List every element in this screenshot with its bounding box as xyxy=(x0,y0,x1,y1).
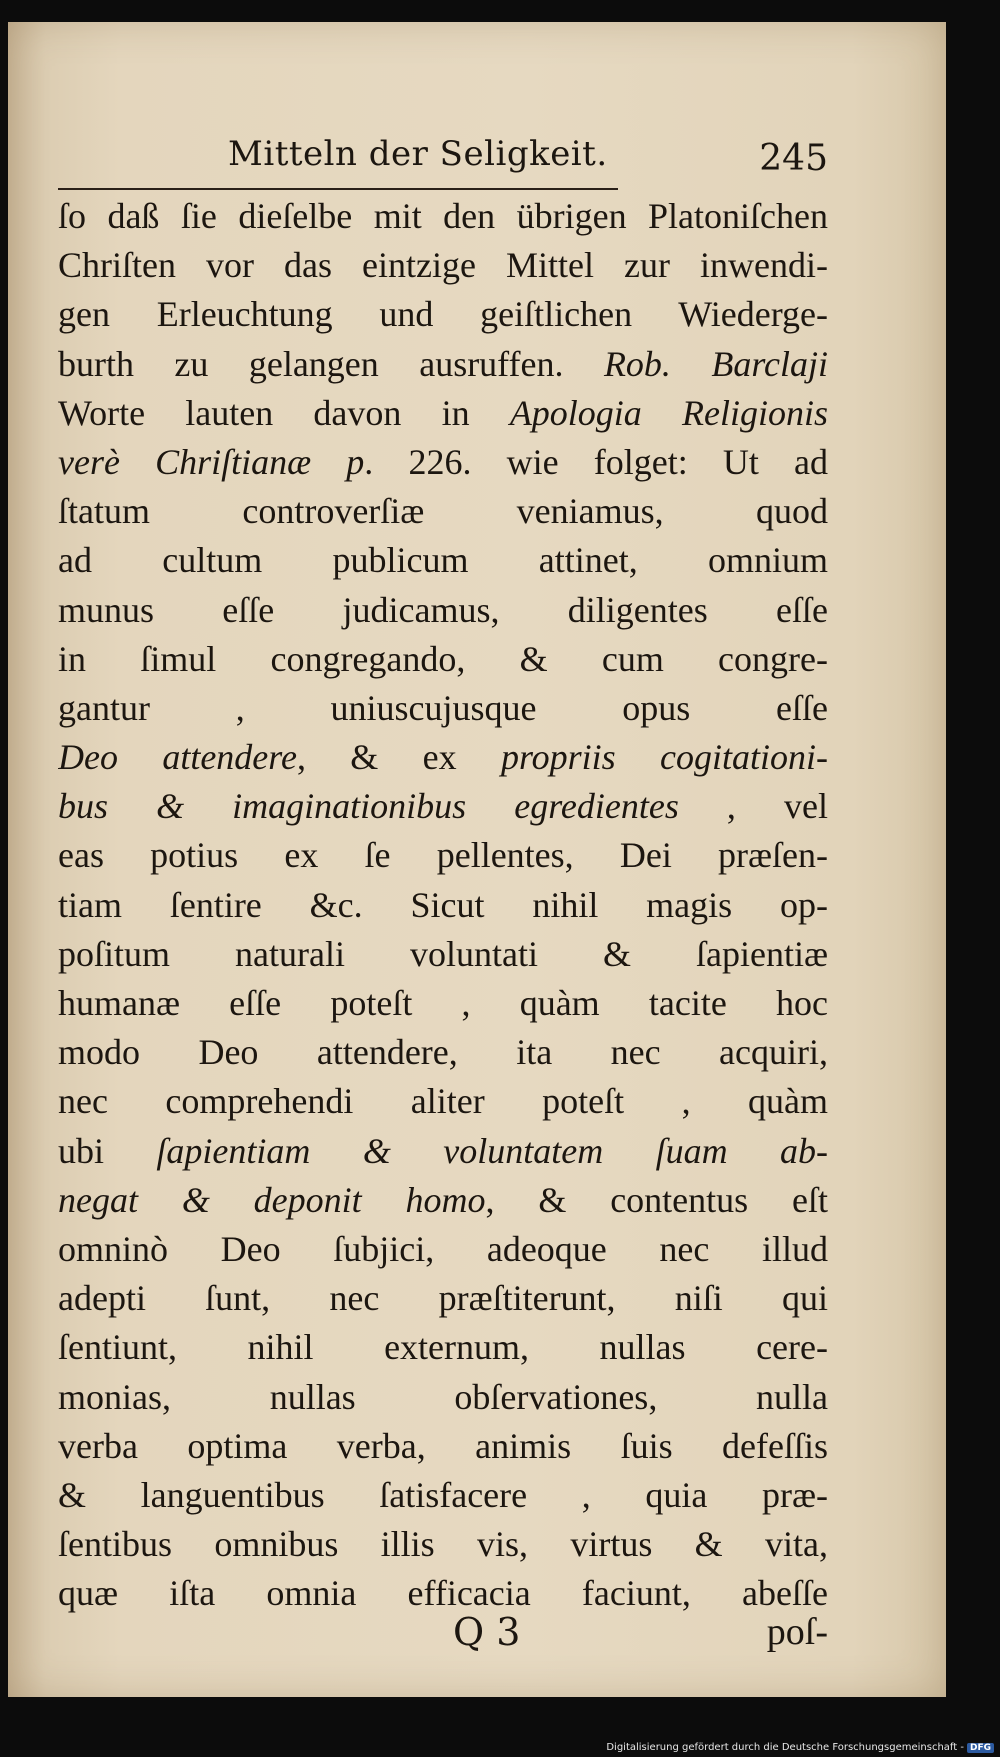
italic-segment: negat & deponit homo xyxy=(58,1179,486,1220)
text-line xyxy=(58,586,828,635)
text-line xyxy=(58,782,828,831)
text-line xyxy=(58,1274,828,1323)
text-segment: nec comprehendi aliter poteſt , quàm xyxy=(58,1081,828,1122)
signature-mark: Q 3 xyxy=(453,1610,521,1654)
page-footer xyxy=(58,1610,828,1670)
text-line xyxy=(58,1373,828,1422)
text-segment: , & ex xyxy=(296,737,501,778)
header-rule xyxy=(58,188,618,190)
text-segment: Worte lauten davon in xyxy=(58,392,510,433)
text-line xyxy=(58,979,828,1028)
italic-segment: Apologia Religionis xyxy=(509,392,828,433)
catchword: poſ- xyxy=(766,1611,828,1653)
text-line xyxy=(58,635,828,684)
text-segment: in ſimul congregando, & cum congre- xyxy=(58,638,828,679)
text-line xyxy=(58,290,828,339)
text-segment: omninò Deo ſubjici, adeoque nec illud xyxy=(58,1228,828,1269)
text-line xyxy=(58,438,828,487)
text-line xyxy=(58,1176,828,1225)
text-line xyxy=(58,1471,828,1520)
text-segment: ad cultum publicum attinet, omnium xyxy=(58,540,828,581)
text-line xyxy=(58,930,828,979)
body-text xyxy=(58,192,828,1618)
text-segment: gen Erleuchtung und geiſtlichen Wiederge- xyxy=(58,294,828,335)
text-line xyxy=(58,881,828,930)
text-segment: ubi xyxy=(58,1130,157,1171)
text-line xyxy=(58,684,828,733)
text-line xyxy=(58,1323,828,1372)
text-line xyxy=(58,1077,828,1126)
text-segment: poſitum naturali voluntati & ſapientiæ xyxy=(58,933,828,974)
text-segment: tiam ſentire &c. Sicut nihil magis op- xyxy=(58,884,828,925)
text-segment: munus eſſe judicamus, diligentes eſſe xyxy=(58,589,828,630)
credit-text: Digitalisierung gefördert durch die Deutsche Forschungsgemeinschaft - xyxy=(606,1742,964,1753)
running-head: Mitteln der Seligkeit. xyxy=(228,134,608,174)
italic-segment: Rob. Barclaji xyxy=(603,343,828,384)
text-segment: & languentibus ſatisfacere , quia præ- xyxy=(58,1474,828,1515)
text-line xyxy=(58,831,828,880)
text-segment: eas potius ex ſe pellentes, Dei præſen- xyxy=(58,835,828,876)
text-segment: ſentibus omnibus illis vis, virtus & vita, xyxy=(58,1524,828,1565)
book-page xyxy=(8,22,946,1697)
text-segment: , & contentus eſt xyxy=(485,1179,828,1220)
text-segment: gantur , uniuscujusque opus eſſe xyxy=(58,687,828,728)
text-segment: ſo daß ſie dieſelbe mit den übrigen Platoniſchen xyxy=(58,196,828,236)
text-segment: ſentiunt, nihil externum, nullas cere- xyxy=(58,1327,828,1368)
text-line xyxy=(58,536,828,585)
text-line xyxy=(58,1422,828,1471)
italic-segment: bus & imaginationibus egredientes xyxy=(58,786,679,827)
text-line xyxy=(58,241,828,290)
italic-segment: ſapientiam & voluntatem ſuam ab- xyxy=(156,1130,828,1171)
text-line xyxy=(58,340,828,389)
text-line xyxy=(58,192,828,241)
digitization-credit xyxy=(606,1742,994,1753)
text-line xyxy=(58,1225,828,1274)
text-segment: . 226. wie folget: Ut ad xyxy=(364,441,828,482)
text-segment: burth zu gelangen ausruffen. xyxy=(58,343,604,384)
text-line xyxy=(58,1028,828,1077)
italic-segment: Deo attendere xyxy=(58,737,297,778)
italic-segment: verè Chriſtianæ p xyxy=(58,441,365,482)
text-line xyxy=(58,1520,828,1569)
text-segment: quæ iſta omnia efficacia faciunt, abeſſe xyxy=(58,1573,828,1614)
text-segment: humanæ eſſe poteſt , quàm tacite hoc xyxy=(58,983,828,1023)
text-segment: modo Deo attendere, ita nec acquiri, xyxy=(58,1032,828,1073)
text-line xyxy=(58,1127,828,1176)
text-segment: Chriſten vor das eintzige Mittel zur inwendi- xyxy=(58,245,828,286)
text-segment: monias, nullas obſervationes, nulla xyxy=(58,1376,828,1417)
dfg-logo: DFG xyxy=(967,1743,994,1753)
text-line xyxy=(58,389,828,438)
page-header xyxy=(58,130,828,190)
text-segment: ſtatum controverſiæ veniamus, quod xyxy=(58,491,828,532)
text-segment: verba optima verba, animis ſuis defeſſis xyxy=(58,1425,828,1466)
text-line xyxy=(58,733,828,782)
page-number: 245 xyxy=(759,138,828,179)
text-line xyxy=(58,487,828,536)
italic-segment: propriis cogitationi- xyxy=(500,737,828,778)
text-segment: adepti ſunt, nec præſtiterunt, niſi qui xyxy=(58,1278,828,1319)
text-segment: , vel xyxy=(678,786,828,827)
